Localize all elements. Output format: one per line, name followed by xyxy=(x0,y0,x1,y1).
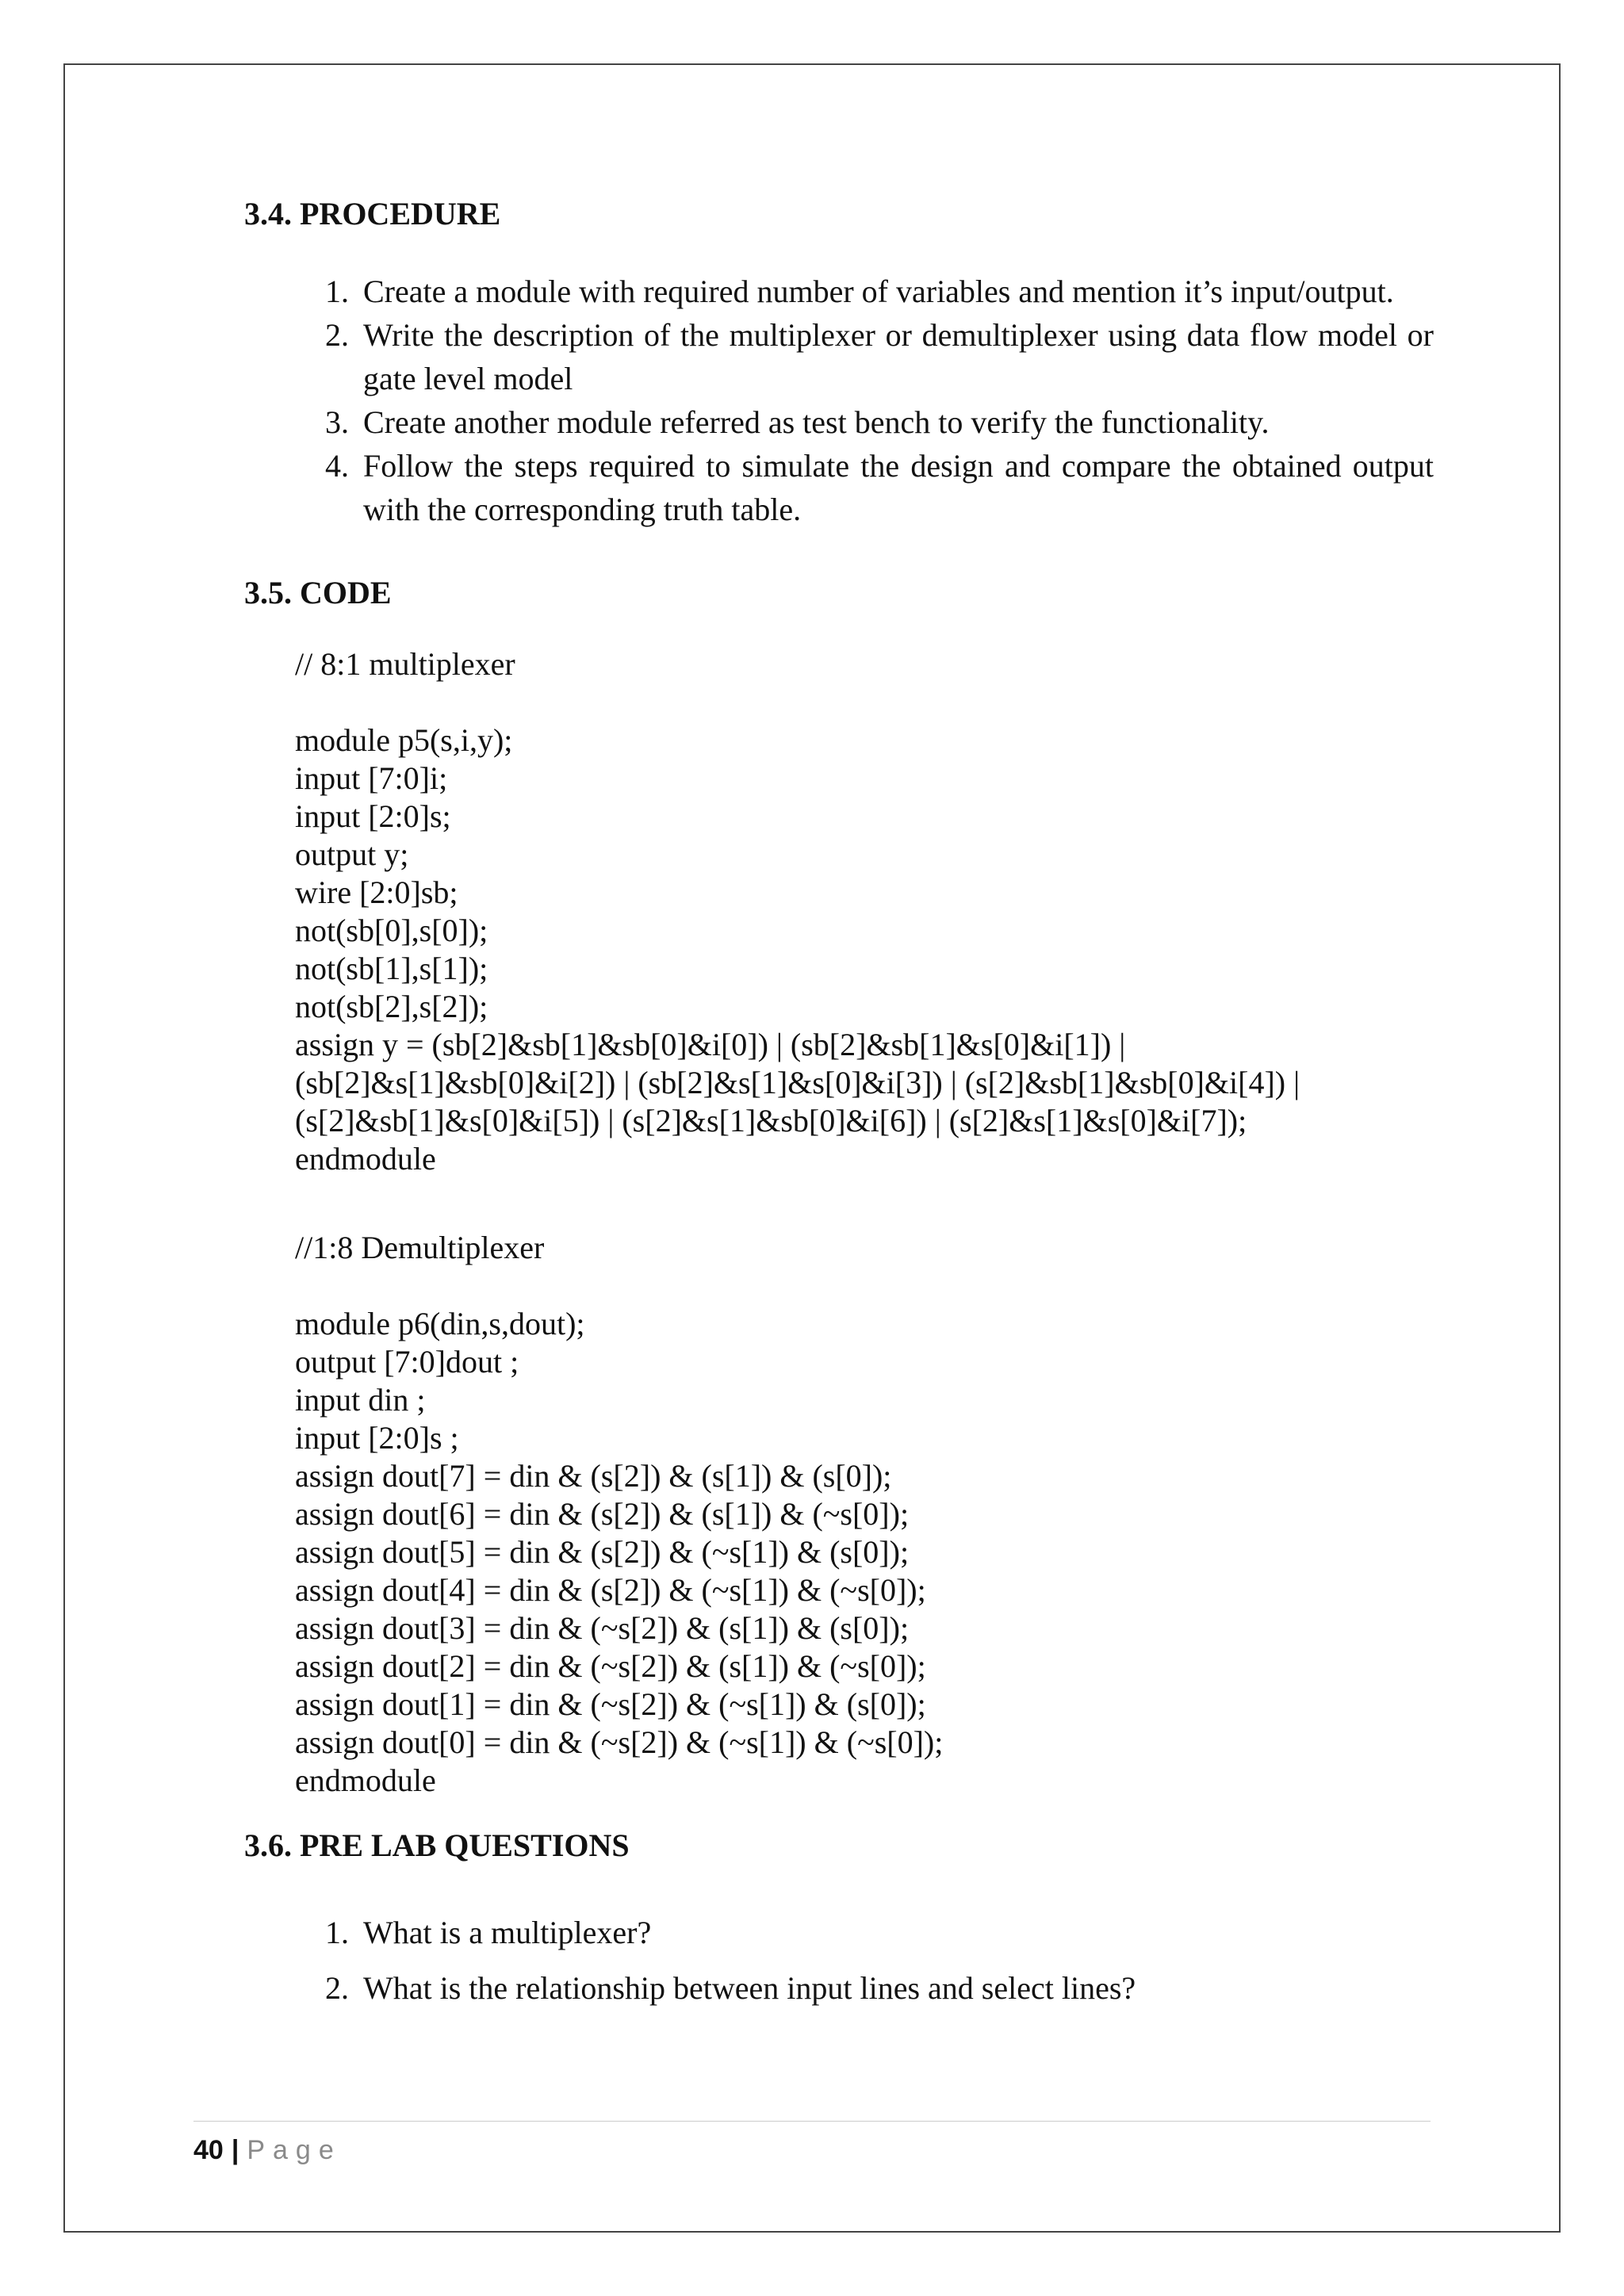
page-footer xyxy=(193,2134,342,2166)
footer-divider xyxy=(193,2121,1431,2122)
code-line: assign dout[1] = din & (~s[2]) & (~s[1]) & (s[0]); xyxy=(295,1686,926,1722)
code-line: endmodule xyxy=(295,1762,436,1798)
code-line: (sb[2]&s[1]&sb[0]&i[2]) | (sb[2]&s[1]&s[0]&i[3]) | (s[2]&sb[1]&sb[0]&i[4]) | xyxy=(295,1065,1300,1100)
demux-code-block xyxy=(244,1229,1434,1800)
code-line: not(sb[0],s[0]); xyxy=(295,913,488,948)
procedure-steps xyxy=(244,270,1434,531)
procedure-step: 4. Follow the steps required to simulate the design and compare the obtained output with the corresponding truth table. xyxy=(357,444,1434,531)
code-line: assign dout[5] = din & (s[2]) & (~s[1]) & (s[0]); xyxy=(295,1534,910,1570)
page-number: 40 xyxy=(193,2135,224,2165)
code-line: input [2:0]s; xyxy=(295,798,451,834)
prelab-question: 1. What is a multiplexer? xyxy=(357,1911,1434,1954)
prelab-questions xyxy=(244,1911,1434,2010)
footer-separator: | xyxy=(231,2135,239,2165)
procedure-heading: 3.4. PROCEDURE xyxy=(244,196,501,232)
mux-code-block xyxy=(244,645,1434,1229)
code-line: endmodule xyxy=(295,1141,436,1177)
prelab-question: 2. What is the relationship between input lines and select lines? xyxy=(357,1966,1434,2010)
code-line: assign y = (sb[2]&sb[1]&sb[0]&i[0]) | (sb[2]&sb[1]&s[0]&i[1]) | xyxy=(295,1027,1126,1062)
page-content xyxy=(244,190,1434,2022)
prelab-heading: 3.6. PRE LAB QUESTIONS xyxy=(244,1827,630,1863)
code-line: assign dout[3] = din & (~s[2]) & (s[1]) & (s[0]); xyxy=(295,1610,910,1646)
procedure-step: 3. Create another module referred as test bench to verify the functionality. xyxy=(357,400,1434,444)
procedure-step: 2. Write the description of the multiplexer or demultiplexer using data flow model or gate level model xyxy=(357,313,1434,400)
code-line: input din ; xyxy=(295,1382,426,1418)
code-line: output [7:0]dout ; xyxy=(295,1344,519,1380)
code-heading: 3.5. CODE xyxy=(244,575,392,610)
code-line: (s[2]&sb[1]&s[0]&i[5]) | (s[2]&s[1]&sb[0]&i[6]) | (s[2]&s[1]&s[0]&i[7]); xyxy=(295,1103,1247,1138)
procedure-step: 1. Create a module with required number of variables and mention it’s input/output. xyxy=(357,270,1434,313)
code-line: assign dout[7] = din & (s[2]) & (s[1]) & (s[0]); xyxy=(295,1458,892,1494)
code-line: assign dout[4] = din & (s[2]) & (~s[1]) & (~s[0]); xyxy=(295,1572,926,1608)
code-line: output y; xyxy=(295,836,409,872)
code-line: input [2:0]s ; xyxy=(295,1420,459,1456)
demux-comment: //1:8 Demultiplexer xyxy=(295,1230,545,1265)
code-line: not(sb[2],s[2]); xyxy=(295,989,488,1024)
code-line: assign dout[6] = din & (s[2]) & (s[1]) & (~s[0]); xyxy=(295,1496,910,1532)
code-line: wire [2:0]sb; xyxy=(295,874,458,910)
code-line: assign dout[2] = din & (~s[2]) & (s[1]) & (~s[0]); xyxy=(295,1648,926,1684)
code-line: assign dout[0] = din & (~s[2]) & (~s[1]) & (~s[0]); xyxy=(295,1724,944,1760)
code-line: not(sb[1],s[1]); xyxy=(295,951,488,986)
code-line: input [7:0]i; xyxy=(295,760,448,796)
mux-comment: // 8:1 multiplexer xyxy=(295,646,515,682)
code-line: module p6(din,s,dout); xyxy=(295,1306,585,1341)
page-label: Page xyxy=(247,2135,342,2165)
code-line: module p5(s,i,y); xyxy=(295,722,513,758)
